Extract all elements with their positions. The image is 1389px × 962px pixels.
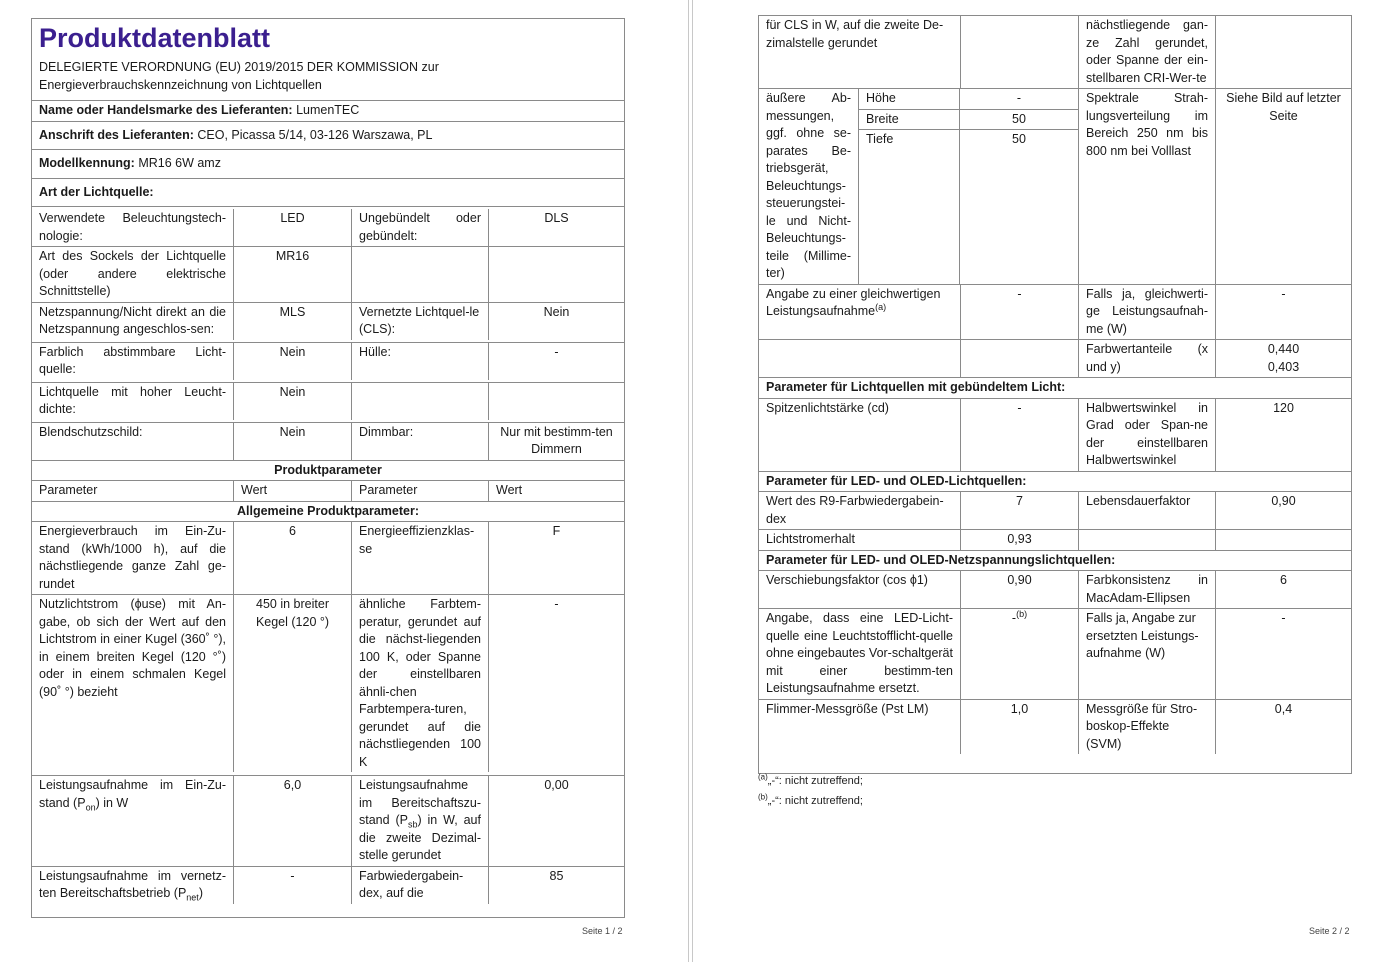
table-row: [32, 867, 624, 904]
product-sheet-table-page-2: [758, 15, 1352, 774]
table-row: [759, 399, 1351, 472]
parameter-cell: Lichtquelle mit hoher Leucht-dichte:: [32, 383, 234, 420]
table-row: [759, 609, 1351, 700]
page-number: Seite 1 / 2: [582, 926, 623, 936]
value-cell: MLS: [234, 303, 352, 340]
value-cell: Siehe Bild auf letzter Seite: [1226, 91, 1341, 123]
value-cell: Nur mit bestimm-ten Dimmern: [500, 424, 613, 456]
dimension-value: 50: [1012, 132, 1026, 146]
value-cell: 6: [1280, 573, 1287, 587]
table-row: [32, 423, 624, 461]
title-row: [32, 19, 624, 101]
parameter-cell: für CLS in W, auf die zweite De-zimalstelle gerundet: [759, 16, 961, 88]
value-cell: Nein: [234, 383, 352, 420]
table-row: [759, 340, 1351, 378]
value-cell: 450 in breiter Kegel (120 °): [234, 595, 352, 772]
parameter-cell: Ungebündelt oder gebündelt:: [352, 209, 489, 246]
column-header-parameter: Parameter: [352, 481, 489, 501]
value-cell: LED: [234, 209, 352, 246]
value-cell: -: [961, 399, 1079, 471]
dimensions-label: äußere Ab-messungen, ggf. ohne se-parates Be-triebsgerät, Beleuchtungs-steuerungstei-le und Nicht-Beleuchtungs-teile (Millime-ter): [759, 89, 859, 284]
parameter-cell: Lebensdauerfaktor: [1079, 492, 1216, 529]
value-cell: 6: [234, 522, 352, 594]
parameter-cell: Art des Sockels der Lichtquelle (oder andere elektrische Schnittstelle): [32, 247, 234, 302]
value-cell: 120: [1273, 400, 1294, 415]
model-label: Modellkennung:: [39, 156, 135, 170]
general-params-heading-row: [32, 502, 624, 523]
value-cell: -$^{(b)}$: [961, 609, 1079, 699]
value-cell: -: [1281, 611, 1286, 625]
dimension-depth-row: [859, 130, 1078, 284]
dimension-name: Breite: [859, 110, 960, 130]
dimension-name: Höhe: [859, 89, 960, 109]
parameter-cell: Lichtstromerhalt: [759, 530, 961, 550]
page-number: Seite 2 / 2: [1309, 926, 1350, 936]
dimension-height-row: [859, 89, 1078, 110]
value-cell: 85: [549, 868, 564, 883]
parameter-cell: [352, 247, 489, 302]
parameter-cell: [352, 383, 489, 420]
table-row: [32, 343, 624, 383]
parameter-cell: Leistungsaufnahme im Bereitschaftszu-stand $(P_{sb})$ in W, auf die zweite Dezimal-stelle gerundet: [352, 776, 489, 866]
page-2: [695, 0, 1389, 962]
column-header-row: [32, 481, 624, 502]
footnote-b: $^{(b)}$„-“: nicht zutreffend;: [758, 792, 863, 807]
supplier-address-label: Anschrift des Lieferanten:: [39, 127, 194, 142]
value-cell: 0,90: [1271, 494, 1296, 508]
page-title: Produktdatenblatt: [39, 23, 271, 53]
value-cell: DLS: [544, 211, 569, 225]
parameter-cell: Farbwiedergabein-dex, auf die: [352, 867, 489, 904]
value-cell: 0,00: [544, 778, 569, 792]
model-row: [32, 150, 624, 179]
model-value: MR16 6W amz: [138, 156, 221, 170]
value-cell: -: [1281, 286, 1286, 301]
table-row: [32, 247, 624, 303]
table-row: [759, 16, 1351, 89]
table-row: [32, 522, 624, 595]
supplier-address-value: CEO, Picassa 5/14, 03-126 Warszawa, PL: [197, 127, 433, 142]
light-source-type-label: Art der Lichtquelle:: [39, 184, 154, 199]
value-cell: Nein: [234, 343, 352, 380]
value-cell: -: [554, 597, 559, 611]
supplier-name-label: Name oder Handelsmarke des Lieferanten:: [39, 103, 293, 117]
parameter-cell: Hülle:: [352, 343, 489, 380]
parameter-cell: [759, 340, 961, 377]
supplier-name-value: LumenTEC: [296, 103, 360, 117]
value-cell: 7: [961, 492, 1079, 529]
parameter-cell: Blendschutzschild:: [32, 423, 234, 460]
parameter-cell: Energieeffizienzklas-se: [352, 522, 489, 594]
parameter-cell: Dimmbar:: [352, 423, 489, 460]
value-cell: [489, 247, 624, 302]
table-row: [32, 207, 624, 247]
supplier-address-row: [32, 122, 624, 151]
column-header-value: Wert: [496, 483, 523, 497]
parameter-cell: Netzspannung/Nicht direkt an die Netzspannung angeschlos-sen:: [32, 303, 234, 340]
mains-heading: Parameter für LED- und OLED-Netzspannungslichtquellen:: [766, 552, 1116, 567]
dimension-value: -: [1016, 91, 1022, 105]
directional-heading-row: [759, 378, 1351, 399]
value-cell: [961, 16, 1079, 88]
page-1: [0, 0, 686, 962]
column-header-parameter: Parameter: [32, 481, 234, 501]
parameter-cell: Spitzenlichtstärke (cd): [759, 399, 961, 471]
parameter-cell: Leistungsaufnahme im vernetz-ten Bereitschaftsbetrieb $(P_{net})$: [32, 867, 234, 904]
table-row: [759, 530, 1351, 551]
regulation-subtitle: DELEGIERTE VERORDNUNG (EU) 2019/2015 DER KOMMISSION zur Energieverbrauchskennzeichnung von Lichtquellen: [39, 60, 439, 92]
value-cell: 0,90: [961, 571, 1079, 608]
value-cell: 0,4: [1274, 701, 1293, 716]
value-cell: -: [554, 344, 559, 359]
supplier-name-row: [32, 101, 624, 122]
parameter-cell: Angabe zu einer gleichwertigen Leistungsaufnahme$^{(a)}$: [759, 285, 961, 340]
dimensions-row: [759, 89, 1351, 285]
light-source-type-row: [32, 179, 624, 208]
parameter-cell: Leistungsaufnahme im Ein-Zu-stand $(P_{on})$ in W: [32, 776, 234, 866]
page-divider: [686, 0, 695, 962]
dimension-value: 50: [1012, 111, 1026, 126]
value-cell: [1216, 530, 1351, 550]
parameter-cell: Spektrale Strah-lungsverteilung im Bereich 250 nm bis 800 nm bei Volllast: [1079, 89, 1216, 284]
value-cell: 1,0: [961, 700, 1079, 755]
parameter-cell: nächstliegende gan-ze Zahl gerundet, oder Spanne der ein-stellbaren CRI-Wer-te: [1079, 16, 1216, 88]
parameter-cell: Vernetzte Lichtquel-le (CLS):: [352, 303, 489, 340]
value-cell: 0,93: [961, 530, 1079, 550]
parameter-cell: Falls ja, Angabe zur ersetzten Leistungs-aufnahme (W): [1079, 609, 1216, 699]
parameter-cell: Verschiebungsfaktor (cos ϕ1): [759, 571, 961, 608]
column-header-value: Wert: [234, 481, 352, 501]
parameter-cell: Angabe, dass eine LED-Licht-quelle eine Leuchtstofflicht-quelle ohne eingebautes Vor-schaltgerät mit einer bestimm-ten Leistungsaufnahme ersetzt.: [759, 609, 961, 699]
parameter-cell: Wert des R9-Farbwiedergabein-dex: [759, 492, 961, 529]
product-sheet-table-page-1: [31, 18, 625, 918]
value-cell: [1216, 16, 1351, 88]
value-cell: [961, 340, 1079, 377]
parameter-cell: Flimmer-Messgröße (Pst LM): [759, 700, 961, 755]
parameter-cell: Halbwertswinkel in Grad oder Span-ne der einstellbaren Halbwertswinkel: [1079, 399, 1216, 471]
mains-heading-row: [759, 551, 1351, 572]
value-cell: Nein: [543, 304, 570, 319]
dimension-name: Tiefe: [859, 130, 960, 284]
table-row: [759, 285, 1351, 341]
parameter-cell: [1079, 530, 1216, 550]
table-row: [32, 776, 624, 867]
value-cell: MR16: [234, 247, 352, 302]
value-cell: [489, 383, 624, 420]
table-row: [32, 303, 624, 343]
led-heading-row: [759, 472, 1351, 493]
table-row: [32, 383, 624, 423]
parameter-cell: Farbwertanteile (x und y): [1079, 340, 1216, 377]
table-row: [759, 571, 1351, 609]
parameter-cell: Energieverbrauch im Ein-Zu-stand (kWh/1000 h), auf die nächstliegende ganze Zahl ge-rundet: [32, 522, 234, 594]
led-heading: Parameter für LED- und OLED-Lichtquellen:: [766, 473, 1027, 488]
product-params-heading: Produktparameter: [274, 462, 382, 477]
parameter-cell: Verwendete Beleuchtungstech-nologie:: [32, 209, 234, 246]
product-params-heading-row: [32, 461, 624, 482]
value-cell: 6,0: [234, 776, 352, 866]
dimension-width-row: [859, 110, 1078, 131]
value-cell: -: [234, 867, 352, 904]
parameter-cell: Falls ja, gleichwerti-ge Leistungsaufnah-me (W): [1079, 285, 1216, 340]
general-params-heading: Allgemeine Produktparameter:: [237, 503, 419, 518]
table-row: [759, 700, 1351, 755]
value-cell: -: [961, 285, 1079, 340]
table-row: [759, 492, 1351, 530]
parameter-cell: Farblich abstimmbare Licht-quelle:: [32, 343, 234, 380]
value-cell: F: [552, 524, 561, 538]
parameter-cell: Messgröße für Stro-boskop-Effekte (SVM): [1079, 700, 1216, 755]
parameter-cell: ähnliche Farbtem-peratur, gerundet auf die nächst-liegenden 100 K, oder Spanne der einstellbaren ähnli-chen Farbtempera-turen, gerundet auf die nächstliegenden 100 K: [352, 595, 489, 772]
table-row: [32, 595, 624, 776]
parameter-cell: Farbkonsistenz in MacAdam-Ellipsen: [1079, 571, 1216, 608]
parameter-cell: Nutzlichtstrom (ϕuse) mit An-gabe, ob sich der Wert auf den Lichtstrom in einer Kugel (360˚ °), in einem breiten Kegel (120 °˚) oder in einem schmalen Kegel (90˚ °) bezieht: [32, 595, 234, 772]
value-cell: 0,440 0,403: [1267, 342, 1300, 374]
directional-heading: Parameter für Lichtquellen mit gebündeltem Licht:: [766, 380, 1066, 394]
footnote-a: $^{(a)}$„-“: nicht zutreffend;: [758, 772, 863, 787]
value-cell: Nein: [234, 423, 352, 460]
